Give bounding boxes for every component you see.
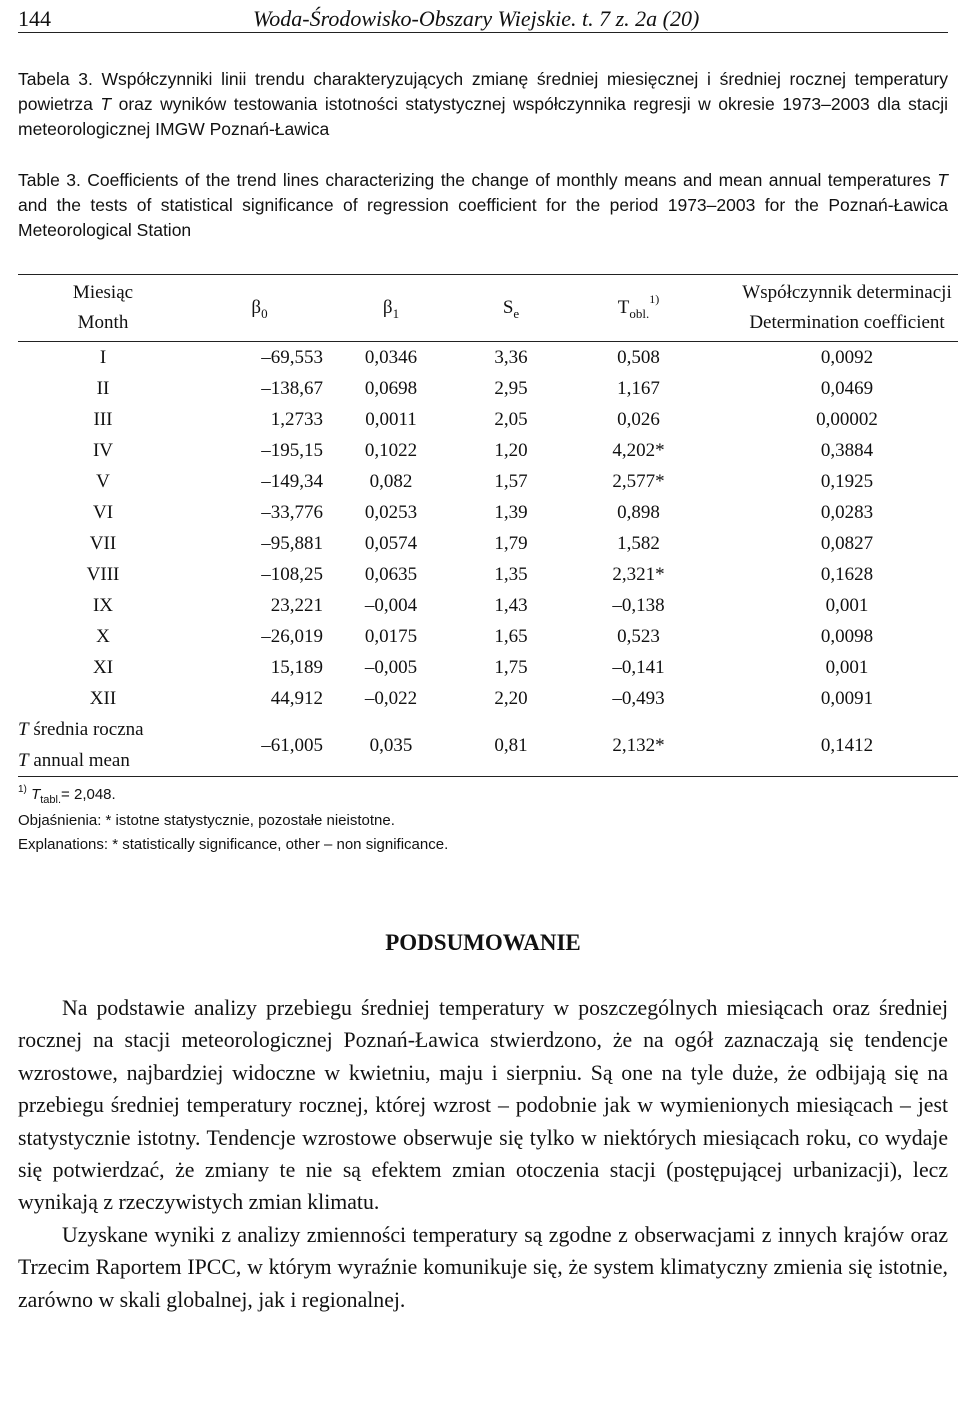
summary-text [18,992,948,1316]
cell-t-obl: –0,141 [612,656,665,678]
cell-beta1: 0,1022 [364,439,418,461]
table-caption-polish [18,67,948,142]
cell-se: 1,20 [494,439,528,461]
table-row [18,435,958,466]
cell-t-obl: 4,202* [612,439,665,461]
caption-label: Table 3. [18,170,81,190]
cell-month: T średnia roczna T annual mean [18,719,144,771]
cell-beta0: 15,189 [270,656,323,678]
paragraph-1: Na podstawie analizy przebiegu średniej temperatury w poszczególnych miesiącach oraz średniej rocznej na stacji meteorologicznej Poznań-Ławica stwierdzono, że na ogół zaznaczają się tendencje wzrostowe, najbardziej widoczne w kwietniu, maju i sierpniu. Są one na tyle duże, że odbijają się na przebiegu średniej temperatury rocznej, której wzrost – podobnie jak w wymienionych miesiącach – jest statystycznie istotny. Tendencje wzrostowe obserwuje się tylko w niektórych miesiącach roku, co wydaje się potwierdzać, że zmiany te nie są efektem zmian otoczenia stacji (postępującej urbanizacji), lecz wynikają z rzeczywistych zmian klimatu. [18,996,948,1215]
table-row [18,590,958,621]
cell-beta1: –0,022 [364,687,418,709]
cell-determination: 0,0098 [820,625,874,647]
cell-beta1: 0,0253 [364,501,418,523]
cell-beta1: 0,082 [369,470,413,492]
cell-t-obl: 0,898 [617,501,660,523]
table-row-annual-mean [18,714,958,777]
cell-t-obl: 2,132* [612,735,665,756]
cell-determination: 0,0469 [820,377,874,399]
cell-se: 3,36 [494,346,528,368]
cell-beta0: –108,25 [261,563,323,585]
coefficients-table [18,274,958,777]
cell-beta1: 0,0175 [364,625,418,647]
cell-se: 2,20 [494,687,528,709]
cell-beta1: –0,004 [364,594,418,616]
cell-t-obl: 2,321* [612,563,665,585]
cell-month: VIII [86,563,120,585]
cell-se: 0,81 [494,735,528,756]
cell-determination: 0,00002 [816,408,878,430]
cell-month: X [96,625,110,647]
cell-t-obl: –0,493 [612,687,665,709]
table-caption-english [18,168,948,243]
cell-determination: 0,3884 [820,439,874,461]
cell-beta0: –61,005 [261,735,323,756]
cell-se: 2,05 [494,408,528,430]
caption-variable: T [937,170,948,190]
cell-month: VII [89,532,117,554]
cell-month: III [93,408,113,430]
cell-se: 2,95 [494,377,528,399]
table-header-row [18,275,958,342]
cell-beta0: –33,776 [261,501,323,523]
cell-determination: 0,001 [825,656,869,678]
table-notes [18,783,448,857]
journal-title: Woda-Środowisko-Obszary Wiejskie. t. 7 z. 2a (20) [253,6,700,31]
table-row [18,683,958,714]
cell-month: V [96,470,110,492]
header-t-obl: $T_{obl.}^{1)}$ [617,292,660,321]
note-explanation-pl: Objaśnienia: * istotne statystycznie, pozostałe nieistotne. [18,812,395,829]
cell-determination: 0,0827 [820,532,874,554]
table-row [18,559,958,590]
table-row [18,528,958,559]
cell-beta0: –69,553 [261,346,323,368]
caption-text: Współczynniki linii trendu charakteryzujących zmianę średniej miesięcznej i średniej rocznej temperatury powietrza [18,69,949,114]
cell-se: 1,79 [494,532,528,554]
cell-se: 1,43 [494,594,528,616]
cell-beta0: 23,221 [270,594,323,616]
cell-determination: 0,1412 [820,735,874,756]
table-row [18,652,958,683]
note-explanation-en: Explanations: * statistically significance, other – non significance. [18,836,449,853]
cell-t-obl: 0,026 [617,408,660,430]
cell-t-obl: 0,508 [617,346,660,368]
cell-month: IX [92,594,114,616]
cell-t-obl: 2,577* [612,470,665,492]
cell-beta1: 0,0698 [364,377,418,399]
cell-beta1: 0,0346 [364,346,418,368]
cell-month: XI [92,656,114,678]
cell-month: IV [92,439,114,461]
cell-determination: 0,1925 [820,470,874,492]
table-row [18,404,958,435]
cell-beta1: 0,0635 [364,563,418,585]
paragraph-2: Uzyskane wyniki z analizy zmienności temperatury są zgodne z obserwacjami z innych krajów oraz Trzecim Raportem IPCC, w którym wyraźnie komunikuje się, że system klimatyczny zmienia się istotnie, zarówno w skali globalnej, jak i regionalnej. [18,1222,948,1312]
table-row [18,497,958,528]
cell-determination: 0,0283 [820,501,874,523]
page-number: 144 [18,6,51,31]
table-body [18,342,958,777]
table-row [18,373,958,404]
cell-se: 1,75 [494,656,528,678]
cell-determination: 0,1628 [820,563,874,585]
caption-text-cont: oraz wyników testowania istotności statystycznej współczynnika regresji w okresie 1973–2003 dla stacji meteorologicznej IMGW Poznań-Ławica [18,94,948,139]
caption-text: Coefficients of the trend lines characterizing the change of monthly means and mean annual temperatures [80,170,938,190]
caption-variable: T [100,94,112,114]
cell-se: 1,35 [494,563,528,585]
running-head [18,4,948,33]
cell-t-obl: 1,582 [617,532,660,554]
cell-beta1: 0,0011 [365,408,417,430]
header-se: $S_e$ [502,297,520,321]
caption-text-cont: and the tests of statistical significance of regression coefficient for the period 1973–2003 for the Poznań-Ławica Meteorological Station [18,195,948,240]
cell-beta0: –95,881 [261,532,323,554]
cell-beta1: –0,005 [364,656,418,678]
cell-beta1: 0,0574 [364,532,418,554]
cell-beta0: 1,2733 [270,408,323,430]
cell-determination: 0,001 [825,594,869,616]
section-heading: PODSUMOWANIE [385,930,581,955]
cell-t-obl: 0,523 [617,625,660,647]
cell-month: XII [89,687,117,709]
table-row [18,466,958,497]
note-t-tabl: $^{1)}$ $T_{tabl.}= 2,048$. [18,784,116,806]
cell-beta0: –149,34 [261,470,323,492]
cell-beta0: –195,15 [261,439,323,461]
cell-month: VI [92,501,114,523]
header-month: Miesiąc Month [72,282,134,333]
cell-month: II [96,377,110,399]
cell-beta0: –138,67 [261,377,323,399]
header-beta1: $\beta_1$ [382,297,400,321]
table-row [18,621,958,652]
cell-month: I [99,346,107,368]
header-determination: Współczynnik determinacji Determination coefficient [742,282,952,333]
cell-se: 1,57 [494,470,528,492]
caption-label: Tabela 3. [18,69,93,89]
cell-beta1: 0,035 [369,735,413,756]
cell-t-obl: 1,167 [617,377,660,399]
cell-se: 1,65 [494,625,528,647]
table-row [18,342,958,374]
cell-beta0: –26,019 [261,625,323,647]
cell-beta0: 44,912 [270,687,323,709]
header-beta0: $\beta_0$ [251,297,268,321]
cell-determination: 0,0091 [820,687,874,709]
cell-se: 1,39 [494,501,528,523]
cell-determination: 0,0092 [820,346,874,368]
cell-t-obl: –0,138 [612,594,665,616]
